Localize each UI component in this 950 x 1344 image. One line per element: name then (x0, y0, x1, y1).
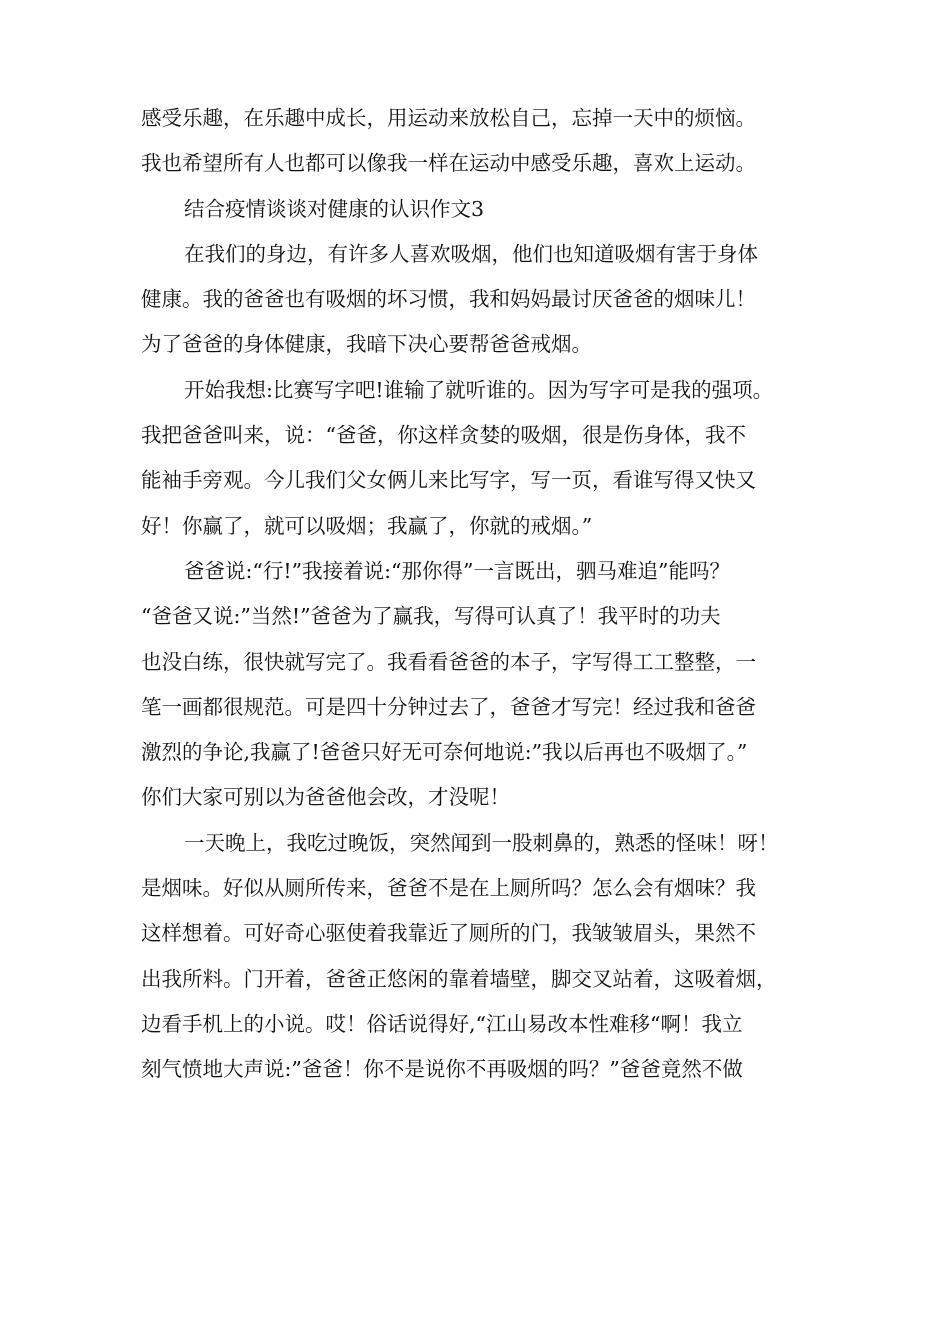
text-line: 我也希望所有人也都可以像我一样在运动中感受乐趣，喜欢上运动。 (141, 151, 756, 176)
text-line: 健康。我的爸爸也有吸烟的坏习惯，我和妈妈最讨厌爸爸的烟味儿！ (141, 287, 756, 312)
text-line: 边看手机上的小说。哎！俗话说得好,“江山易改本性难移“啊！我立 (141, 1011, 743, 1036)
text-line: 激烈的争论,我赢了!爸爸只好无可奈何地说:”我以后再也不吸烟了。” (141, 740, 748, 765)
text-line: 感受乐趣，在乐趣中成长，用运动来放松自己，忘掉一天中的烦恼。 (141, 106, 756, 130)
text-line: 笔一画都很规范。可是四十分钟过去了，爸爸才写完！经过我和爸爸 (141, 694, 756, 719)
text-line: 一天晚上，我吃过晚饭，突然闻到一股刺鼻的，熟悉的怪味！呀！ (184, 830, 779, 855)
text-line: 出我所料。门开着，爸爸正悠闲的靠着墙壁，脚交叉站着，这吸着烟， (141, 966, 777, 991)
text-line: 也没白练，很快就写完了。我看看爸爸的本子，字写得工工整整，一 (141, 649, 756, 674)
document-body (141, 96, 813, 1093)
text-line: 刻气愤地大声说:”爸爸！你不是说你不再吸烟的吗？”爸爸竟然不做 (141, 1057, 743, 1082)
text-line: 能袖手旁观。今儿我们父女俩儿来比写字，写一页，看谁写得又快又 (141, 468, 756, 493)
text-line: “爸爸又说:”当然!”爸爸为了赢我，写得可认真了！我平时的功夫 (141, 604, 721, 629)
text-line: 为了爸爸的身体健康，我暗下决心要帮爸爸戒烟。 (141, 332, 592, 357)
text-line: 开始我想:比赛写字吧!谁输了就听谁的。因为写字可是我的强项。 (184, 377, 774, 402)
text-line: 是烟味。好似从厕所传来，爸爸不是在上厕所吗？怎么会有烟味？我 (141, 876, 756, 901)
text-line: 我把爸爸叫来，说：“爸爸，你这样贪婪的吸烟，很是伤身体，我不 (141, 423, 746, 448)
text-line: 爸爸说:“行!”我接着说:“那你得”一言既出，驷马难追”能吗？ (184, 558, 730, 583)
text-line: 好！你赢了，就可以吸烟；我赢了，你就的戒烟。” (141, 513, 593, 538)
section-heading: 结合疫情谈谈对健康的认识作文3 (184, 196, 485, 221)
text-line: 在我们的身边，有许多人喜欢吸烟，他们也知道吸烟有害于身体 (184, 241, 758, 266)
text-line: 你们大家可别以为爸爸他会改，才没呢！ (141, 785, 510, 810)
text-line: 这样想着。可好奇心驱使着我靠近了厕所的门，我皱皱眉头，果然不 (141, 921, 756, 946)
